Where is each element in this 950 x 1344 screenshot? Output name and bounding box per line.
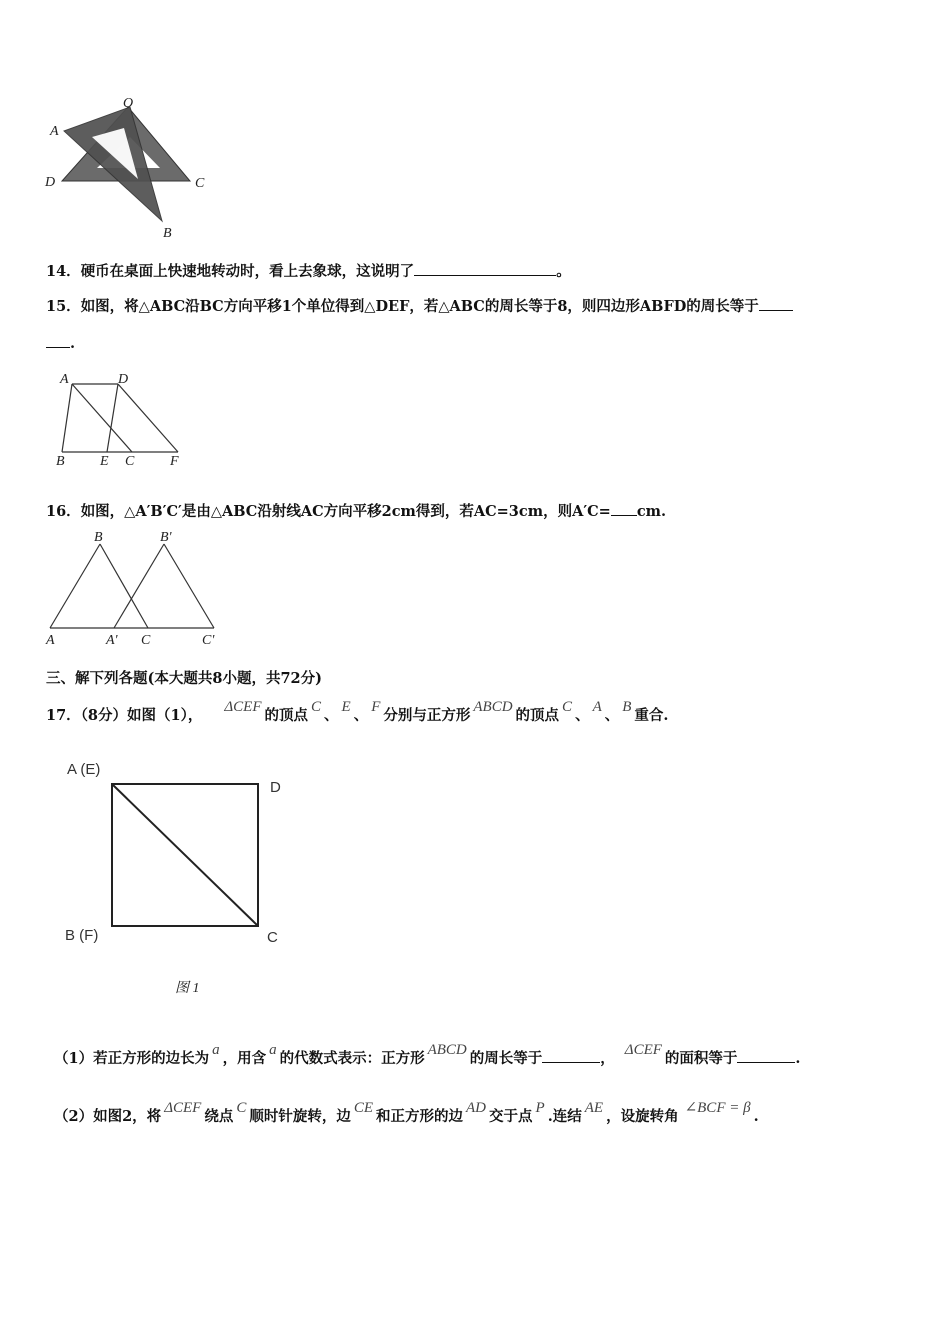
q17-math-c: C [311, 699, 322, 715]
p2-text: 顺时针旋转，边 [249, 1108, 351, 1125]
p1-perimeter-blank[interactable] [542, 1048, 600, 1063]
q17-math-c2: C [562, 699, 573, 715]
q14-answer-blank[interactable] [414, 261, 556, 276]
p2-math-ce: CE [353, 1100, 374, 1116]
q14-end: 。 [556, 263, 571, 280]
p1-text: ， [600, 1050, 615, 1067]
p1-text: （1）若正方形的边长为 [54, 1050, 210, 1067]
q17-sep: 、 [353, 707, 369, 724]
q17-text: （8分）如图（1）， [80, 707, 203, 724]
q15-number: 15． [46, 298, 81, 315]
segment-ab [62, 384, 72, 452]
label-c: C [141, 633, 151, 648]
q17-text: 的顶点 [515, 707, 560, 724]
q16-figure [44, 528, 224, 650]
label-a: A [60, 372, 69, 387]
label-b-prime: B' [160, 530, 172, 545]
q16-text: 如图，△A′B′C′是由△ABC沿射线AC方向平移2cm得到，若AC=3cm，则A′C= [80, 503, 611, 520]
q17-text: 的顶点 [264, 707, 309, 724]
segment-de [107, 384, 118, 452]
q17-text: 分别与正方形 [383, 707, 471, 724]
p2-math-p: P [535, 1100, 545, 1116]
p1-area-blank[interactable] [737, 1048, 795, 1063]
q17-sep: 、 [604, 707, 620, 724]
p1-text: ，用含 [222, 1050, 267, 1067]
segment-ac [72, 384, 132, 452]
q17-math-a: A [592, 699, 602, 715]
p1-text: 的周长等于 [469, 1050, 543, 1067]
label-o: O [123, 96, 134, 111]
label-b: B [94, 530, 103, 545]
question-15-cont [46, 333, 75, 354]
p1-math-a: a [212, 1042, 220, 1058]
p2-text: 交于点 [489, 1108, 533, 1125]
label-d: D [270, 779, 281, 796]
p2-text: （2）如图2，将 [54, 1108, 162, 1125]
segment-b2c2 [164, 544, 214, 628]
label-a: A [46, 633, 55, 648]
q17-math-cef: ΔCEF [224, 699, 262, 715]
q17-math-abcd: ABCD [473, 699, 513, 715]
q15-text: 如图，将△ABC沿BC方向平移1个单位得到△DEF，若△ABC的周长等于8，则四边形ABFD的周长等于 [80, 298, 759, 315]
question-15 [46, 296, 793, 317]
p2-math-cef: ΔCEF [164, 1100, 202, 1116]
q17-math-e: E [341, 699, 351, 715]
label-d: D [118, 372, 129, 387]
q13-figure [40, 95, 220, 245]
q16-unit: cm [636, 503, 662, 520]
question-14 [46, 261, 571, 282]
p1-end: . [795, 1050, 801, 1067]
p2-math-angle: ∠BCF = β [684, 1100, 751, 1116]
label-a: A [50, 124, 59, 139]
diagonal-ac [112, 784, 258, 926]
segment-df [118, 384, 178, 452]
q17-sep: 、 [324, 707, 339, 724]
q15-end: . [70, 335, 76, 352]
label-d: D [45, 175, 56, 190]
q14-number: 14． [46, 263, 81, 280]
label-c-prime: C' [202, 633, 215, 648]
q17-text: 重合. [634, 707, 669, 724]
question-16 [46, 501, 666, 522]
label-a-prime: A' [106, 633, 118, 648]
label-c: C [195, 176, 205, 191]
section-3-title: 三、解下列各题(本大题共8小题，共72分) [46, 670, 322, 687]
p2-text: 绕点 [204, 1108, 234, 1125]
p1-math-a2: a [269, 1042, 277, 1058]
q16-answer-blank[interactable] [611, 501, 637, 516]
q17-number: 17． [46, 707, 81, 724]
q15-figure [50, 370, 190, 470]
question-17 [46, 699, 669, 726]
q17-math-b: B [622, 699, 632, 715]
label-b-f: B (F) [65, 927, 99, 944]
question-17-part-1 [54, 1042, 801, 1069]
p2-text: 和正方形的边 [376, 1108, 464, 1125]
q16-number: 16． [46, 503, 81, 520]
q14-text: 硬币在桌面上快速地转动时，看上去象球，这说明了 [80, 263, 415, 280]
segment-bc [100, 544, 148, 628]
p1-text: 的代数式表示：正方形 [279, 1050, 425, 1067]
segment-ab [50, 544, 100, 628]
question-17-part-2 [54, 1100, 759, 1127]
q17-figure-1 [60, 752, 310, 1002]
q15-answer-blank-1[interactable] [759, 296, 793, 311]
segment-a2b2 [114, 544, 164, 628]
label-c: C [125, 454, 135, 469]
p2-math-c: C [236, 1100, 247, 1116]
label-c: C [267, 929, 278, 946]
q17-math-f: F [371, 699, 381, 715]
q17-sep: 、 [575, 707, 590, 724]
label-b: B [56, 454, 65, 469]
label-b: B [163, 226, 172, 241]
p1-text: 的面积等于 [664, 1050, 738, 1067]
p2-math-ae: AE [584, 1100, 604, 1116]
p2-text: ，设旋转角 [606, 1108, 679, 1125]
label-a-e: A (E) [67, 761, 101, 778]
label-f: F [170, 454, 179, 469]
p2-end: . [753, 1108, 759, 1125]
q15-answer-blank-2[interactable] [46, 333, 70, 348]
p2-math-ad: AD [466, 1100, 487, 1116]
figure-caption: 图 1 [175, 981, 200, 996]
p1-math-cef: ΔCEF [624, 1042, 662, 1058]
q16-end: . [661, 503, 667, 520]
p2-text: .连结 [547, 1108, 582, 1125]
p1-math-abcd: ABCD [427, 1042, 467, 1058]
label-e: E [100, 454, 109, 469]
